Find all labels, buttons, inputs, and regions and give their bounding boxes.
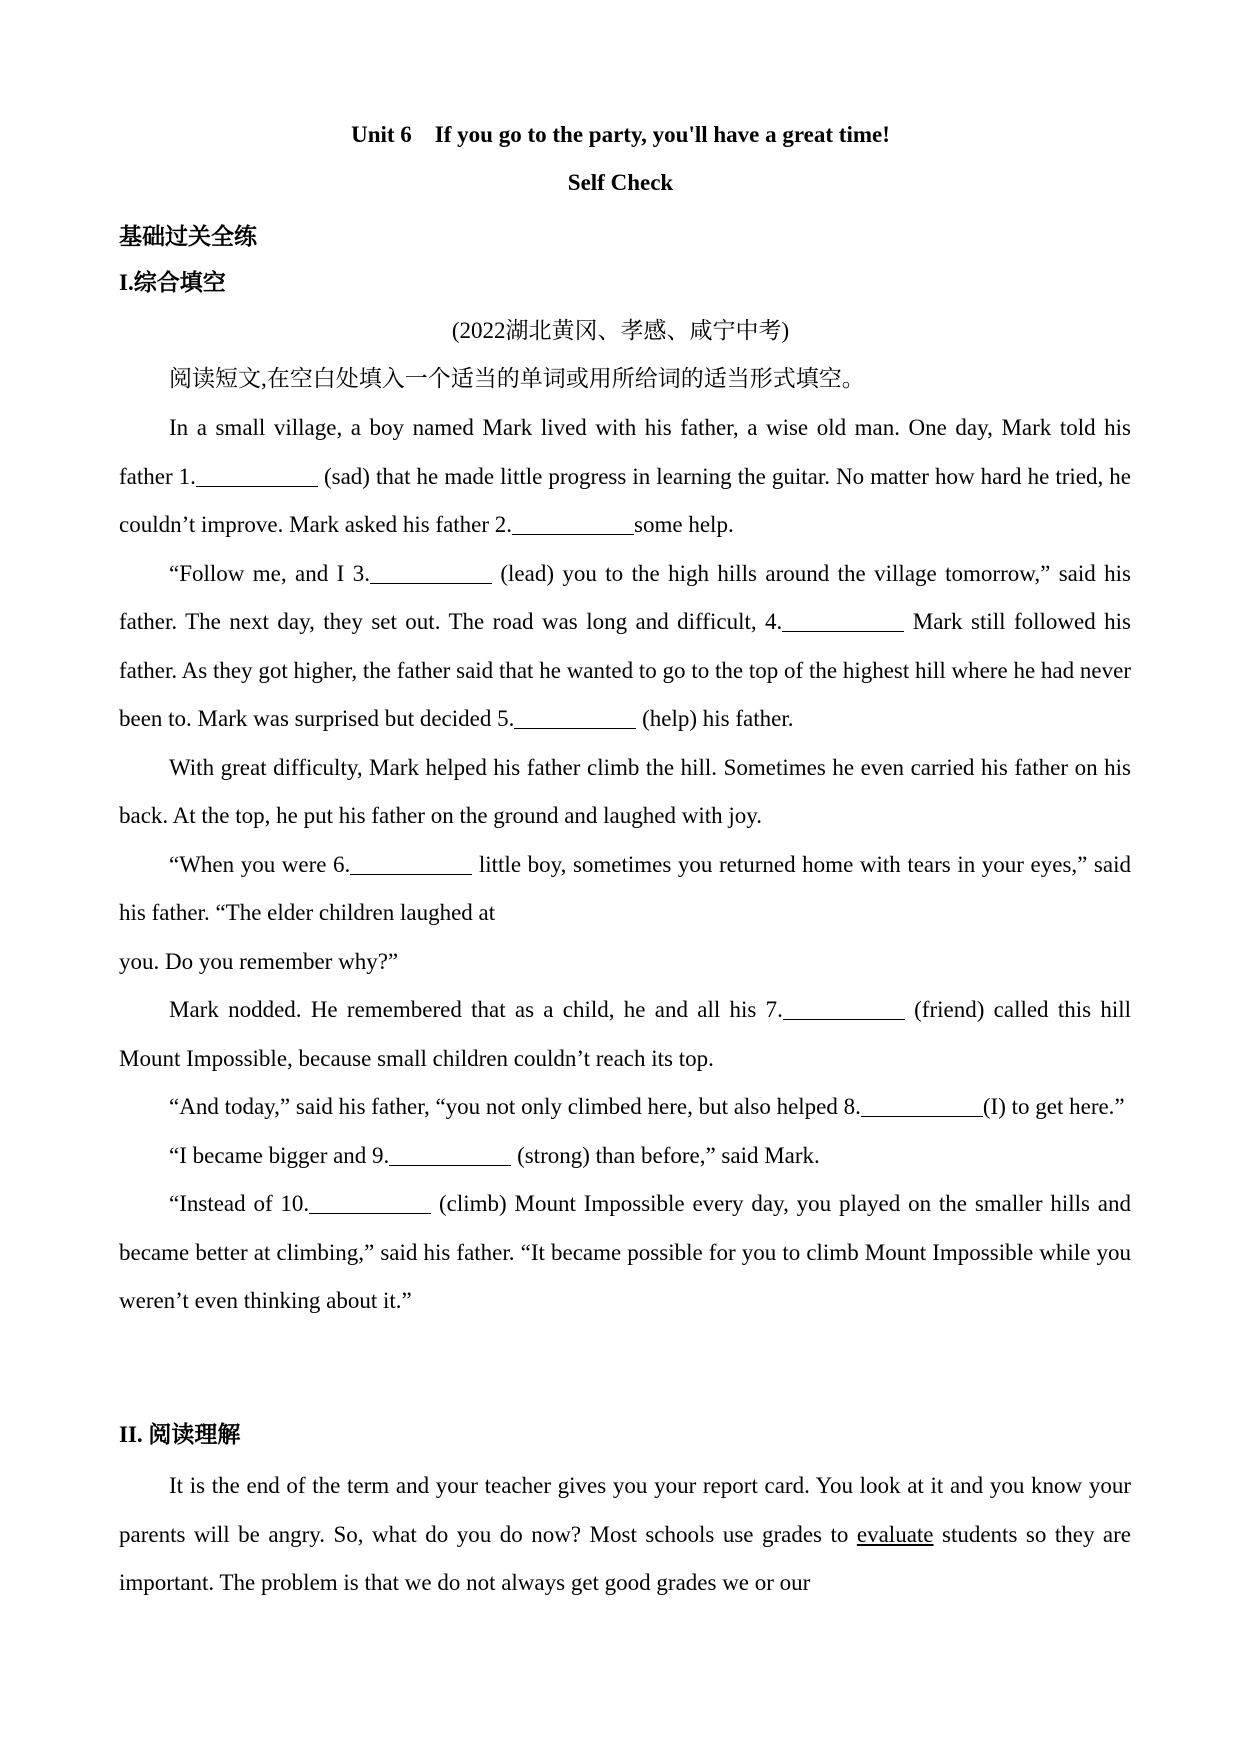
- cloze-passage: [119, 404, 1131, 1326]
- blank-8: [861, 1096, 983, 1117]
- text-span: (sad) that he made little progress in learning the guitar. No matter how hard he tried, he couldn’t improve. Mark asked his father 2.: [119, 463, 1131, 537]
- blank-5: [514, 708, 636, 729]
- reading-passage: [119, 1462, 1131, 1608]
- exam-source: (2022湖北黄冈、孝感、咸宁中考): [451, 318, 790, 343]
- section2-heading: II. 阅读理解: [119, 1422, 241, 1447]
- underlined-word: evaluate: [856, 1521, 934, 1547]
- paragraph-1: [119, 404, 1131, 550]
- text-span: (friend) called this hill Mount Impossible, because small children couldn’t reach its top.: [119, 997, 1131, 1071]
- text-span: In a small village, a boy named Mark lived with his father, a wise old man. One day, Mark told his father 1.: [119, 415, 1131, 489]
- page-title: Unit 6 If you go to the party, you'll have a great time!: [351, 122, 890, 147]
- paragraph-3: With great difficulty, Mark helped his father climb the hill. Sometimes he even carried his father on his back. At the top, he put his father on the ground and laughed with joy.: [119, 754, 1131, 828]
- text-span: (lead) you to the high hills around the village tomorrow,” said his father. The next day, they set out. The road was long and difficult, 4.: [119, 560, 1132, 634]
- text-span: (climb) Mount Impossible every day, you played on the smaller hills and became better at climbing,” said his father. “It became possible for you to climb Mount Impossible while you weren’t even thinking about it.”: [119, 1191, 1131, 1313]
- blank-4: [782, 611, 904, 632]
- text-span: (strong) than before,” said Mark.: [511, 1142, 820, 1168]
- text-span: Mark nodded. He remembered that as a child, he and all his 7.: [169, 997, 783, 1022]
- blank-2: [512, 514, 634, 535]
- text-span: “When you were 6.: [169, 851, 351, 877]
- blank-9: [389, 1145, 511, 1166]
- text-span: “And today,” said his father, “you not only climbed here, but also helped 8.: [169, 1094, 861, 1119]
- section-main-heading: 基础过关全练: [119, 224, 257, 249]
- text-span: some help.: [634, 512, 734, 537]
- text-span: little boy, sometimes you returned home with tears in your eyes,” said his father. “The elder children laughed at: [119, 851, 1131, 925]
- text-span: “Follow me, and I 3.: [169, 560, 370, 586]
- text-span: It is the end of the term and your teacher gives you your report card. You look at it and you know your parents will be angry. So, what do you do now? Most schools use grades to: [119, 1473, 1131, 1547]
- paragraph-5: [119, 986, 1131, 1083]
- blank-6: [350, 854, 472, 875]
- reading-paragraph-1: [119, 1462, 1131, 1608]
- instruction-text: 阅读短文,在空白处填入一个适当的单词或用所给词的适当形式填空。: [169, 366, 865, 391]
- text-span: Mark still followed his father. As they got higher, the father said that he wanted to go to the top of the highest hill where he had never been to. Mark was surprised but decided 5.: [119, 609, 1131, 731]
- paragraph-6: [119, 1083, 1131, 1132]
- paragraph-2: [119, 550, 1131, 744]
- blank-3: [370, 563, 492, 584]
- paragraph-8: [119, 1180, 1131, 1326]
- blank-7: [783, 999, 905, 1020]
- blank-10: [309, 1193, 431, 1214]
- paragraph-7: [119, 1132, 1131, 1181]
- paragraph-4-cont: you. Do you remember why?”: [119, 948, 399, 974]
- blank-1: [196, 466, 318, 487]
- text-span: “I became bigger and 9.: [169, 1142, 390, 1168]
- text-span: (help) his father.: [636, 706, 794, 731]
- text-span: (I) to get here.”: [982, 1094, 1125, 1119]
- text-span: “Instead of 10.: [169, 1191, 310, 1216]
- page-subtitle: Self Check: [567, 170, 674, 195]
- paragraph-4: [119, 841, 1131, 938]
- section1-heading: I.综合填空: [119, 270, 226, 295]
- text-span: students so they are important. The problem is that we do not always get good grades we or our: [119, 1521, 1132, 1595]
